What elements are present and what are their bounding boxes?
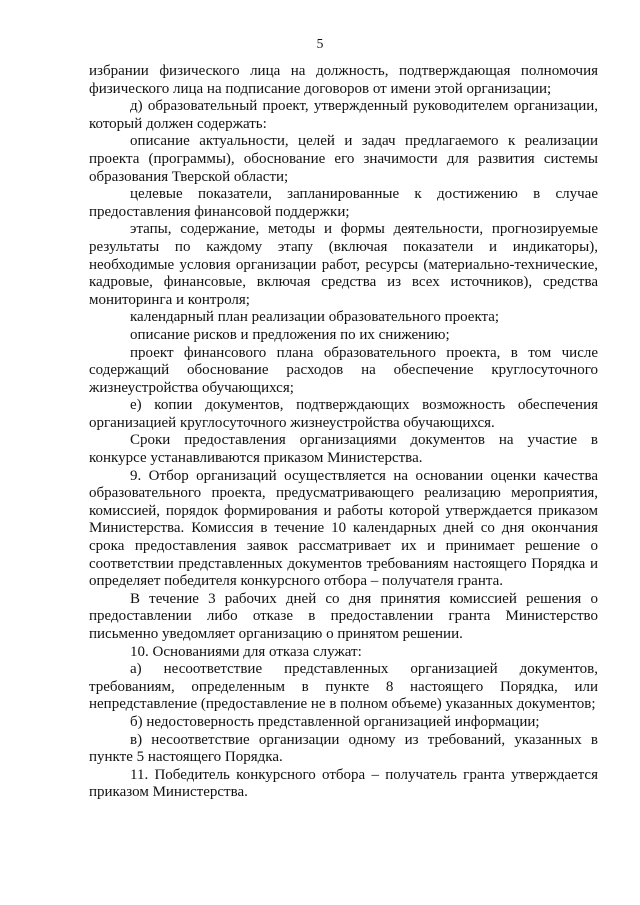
paragraph: е) копии документов, подтверждающих возможность обеспечения организацией круглосуточного жизнеустройства обучающихся. (89, 397, 598, 431)
paragraph: целевые показатели, запланированные к достижению в случае предоставления финансовой поддержки; (89, 186, 598, 220)
paragraph: 10. Основаниями для отказа служат: (130, 643, 362, 660)
paragraph: календарный план реализации образовательного проекта; (130, 309, 500, 326)
paragraph: б) недостоверность представленной организацией информации; (130, 713, 540, 730)
paragraph: описание актуальности, целей и задач предлагаемого к реализации проекта (программы), обоснование его значимости для развития системы образования Тверской области; (89, 133, 598, 185)
paragraph: Сроки предоставления организациями документов на участие в конкурсе устанавливаются приказом Министерства. (89, 432, 598, 467)
page-number: 5 (316, 36, 324, 51)
paragraph: В течение 3 рабочих дней со дня принятия комиссией решения о предоставлении либо отказе в предоставлении гранта Министерство письменно уведомляет организацию о принятом решении. (89, 590, 598, 642)
paragraph: избрании физического лица на должность, подтверждающая полномочия физического лица на подписание договоров от имени этой организации; (89, 63, 598, 97)
paragraph: д) образовательный проект, утвержденный руководителем организации, который должен содержать: (89, 98, 598, 132)
paragraph: этапы, содержание, методы и формы деятельности, прогнозируемые результаты по каждому этапу (включая показатели и индикаторы), необходимые условия организации работ, ресурсы (материально-технические, кадровые, финансовые, включая средства из всех источников), средства мониторинга и контроля; (89, 221, 598, 308)
paragraph: а) несоответствие представленных организацией документов, требованиям, определенным в пункте 8 настоящего Порядка, или непредставление (предоставление не в полном объеме) указанных документов; (89, 661, 598, 713)
paragraph: проект финансового плана образовательного проекта, в том числе содержащий обоснование расходов на обеспечение круглосуточного жизнеустройства обучающихся; (89, 344, 598, 396)
paragraph: 11. Победитель конкурсного отбора – получатель гранта утверждается приказом Министерства. (89, 766, 598, 801)
paragraph: в) несоответствие организации одному из требований, указанных в пункте 5 настоящего Порядка. (89, 731, 598, 766)
paragraph: 9. Отбор организаций осуществляется на основании оценки качества образовательного проекта, предусматривающего реализацию мероприятия, комиссией, порядок формирования и работы которой утверждается приказом Министерства. Комиссия в течение 10 календарных дней со дня окончания срока предоставления заявок рассматривает их и принимает решение о соответствии представленных документов требованиям настоящего Порядка и определяет победителя конкурсного отбора – получателя гранта. (89, 467, 598, 590)
document-body (89, 63, 598, 802)
paragraph: описание рисков и предложения по их снижению; (130, 326, 450, 343)
